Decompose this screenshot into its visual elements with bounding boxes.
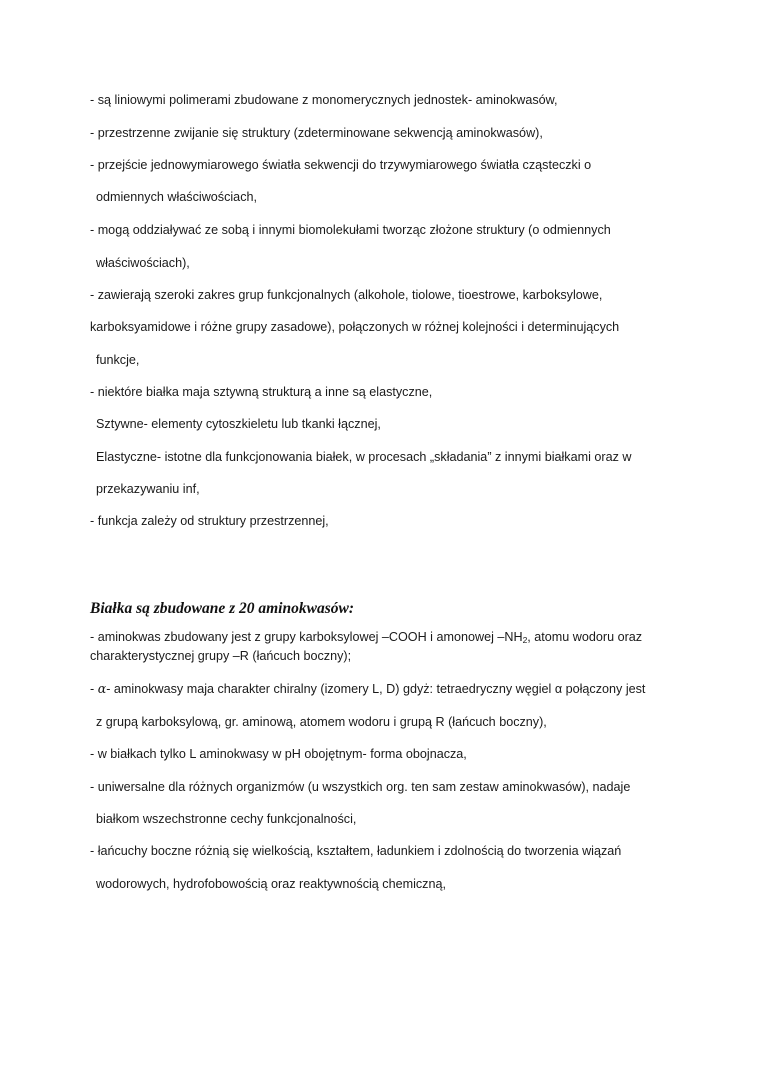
text-line: - przejście jednowymiarowego światła sekwencji do trzywymiarowego światła cząsteczki o	[90, 158, 592, 172]
section-heading: Białka są zbudowane z 20 aminokwasów:	[90, 600, 354, 617]
text-line: - są liniowymi polimerami zbudowane z monomerycznych jednostek- aminokwasów,	[90, 93, 558, 107]
text-line: - przestrzenne zwijanie się struktury (zdeterminowane sekwencją aminokwasów),	[90, 126, 543, 140]
alpha-symbol: α	[97, 681, 107, 696]
text-line: - mogą oddziaływać ze sobą i innymi biomolekułami tworząc złożone struktury (o odmiennych	[90, 223, 611, 237]
subscript-two: 2	[522, 635, 528, 645]
text-line	[90, 681, 645, 697]
text-line	[90, 629, 642, 645]
text-line: - łańcuchy boczne różnią się wielkością, kształtem, ładunkiem i zdolnością do tworzenia wiązań	[90, 844, 622, 858]
text-fragment: - aminokwasy maja charakter chiralny (izomery L, D) gdyż: tetraedryczny węgiel α połączony jest	[106, 682, 646, 696]
text-line: - funkcja zależy od struktury przestrzennej,	[90, 514, 329, 528]
text-fragment: - aminokwas zbudowany jest z grupy karboksylowej –COOH i amonowej –NH	[90, 630, 523, 644]
text-line: karboksyamidowe i różne grupy zasadowe), połączonych w różnej kolejności i determinujących	[90, 320, 620, 334]
text-line: właściwościach),	[96, 256, 190, 270]
text-line: przekazywaniu inf,	[96, 482, 200, 496]
text-line: - w białkach tylko L aminokwasy w pH obojętnym- forma obojnacza,	[90, 747, 467, 761]
text-line: białkom wszechstronne cechy funkcjonalności,	[96, 812, 357, 826]
text-line: Sztywne- elementy cytoszkieletu lub tkanki łącznej,	[96, 417, 381, 431]
text-line: odmiennych właściwościach,	[96, 190, 257, 204]
text-line: - niektóre białka maja sztywną strukturą a inne są elastyczne,	[90, 385, 433, 399]
text-line: Elastyczne- istotne dla funkcjonowania białek, w procesach „składania” z innymi białkami oraz w	[96, 450, 632, 464]
text-line: funkcje,	[96, 353, 140, 367]
text-line: - uniwersalne dla różnych organizmów (u wszystkich org. ten sam zestaw aminokwasów), nadaje	[90, 780, 631, 794]
text-line: charakterystycznej grupy –R (łańcuch boczny);	[90, 649, 352, 663]
text-line: wodorowych, hydrofobowością oraz reaktywnością chemiczną,	[96, 877, 446, 891]
text-fragment: , atomu wodoru oraz	[527, 630, 643, 644]
text-line: - zawierają szeroki zakres grup funkcjonalnych (alkohole, tiolowe, tioestrowe, karboksylowe,	[90, 288, 603, 302]
text-line: z grupą karboksylową, gr. aminową, atomem wodoru i grupą R (łańcuch boczny),	[96, 715, 547, 729]
text-fragment: -	[90, 682, 98, 696]
